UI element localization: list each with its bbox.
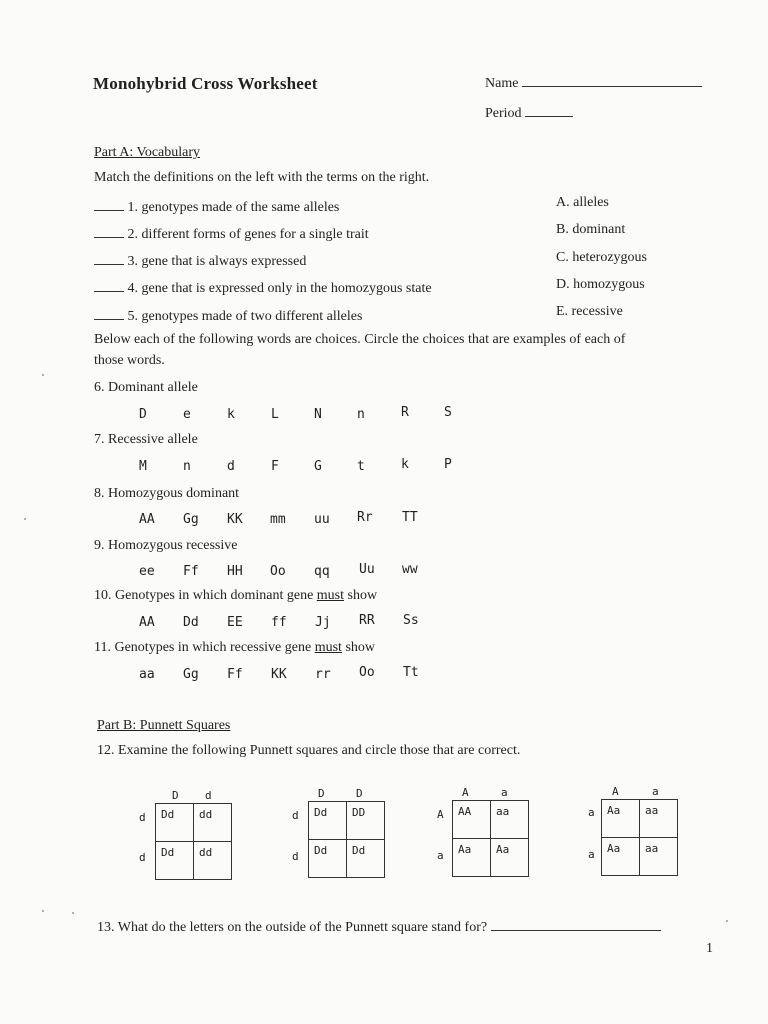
choice[interactable]: d (227, 459, 235, 474)
punnett-cell: Aa (491, 839, 529, 877)
choice[interactable]: Oo (270, 564, 286, 579)
choice[interactable]: G (314, 459, 322, 474)
punnett-cell: Dd (309, 840, 347, 878)
choice[interactable]: ff (271, 615, 287, 630)
definition-text: 3. gene that is always expressed (127, 254, 307, 269)
choice[interactable]: M (139, 459, 147, 474)
answer-blank[interactable] (94, 307, 124, 320)
choice[interactable]: AA (139, 615, 155, 630)
definition-text: 2. different forms of genes for a single trait (127, 227, 369, 242)
punnett-top-allele: A (612, 785, 619, 798)
punnett-cell: dd (194, 804, 232, 842)
punnett-side-allele: a (588, 806, 595, 819)
definition-text: 1. genotypes made of the same alleles (127, 200, 340, 215)
punnett-cell: aa (640, 838, 678, 876)
choice[interactable]: P (444, 457, 452, 472)
choice[interactable]: ee (139, 564, 155, 579)
choice[interactable]: k (227, 407, 235, 422)
choice[interactable]: Jj (315, 615, 331, 630)
question-13-label: 13. What do the letters on the outside of the Punnett square stand for? (97, 920, 488, 935)
period-field[interactable] (485, 104, 573, 122)
choice[interactable]: HH (227, 564, 243, 579)
punnett-top-allele: D (172, 789, 179, 802)
choice[interactable]: Ff (183, 564, 199, 579)
question-10-label: 10. Genotypes in which dominant gene must show (94, 588, 378, 603)
choice[interactable]: F (271, 459, 279, 474)
punnett-side-allele: d (139, 851, 146, 864)
choice[interactable]: Ss (403, 613, 419, 628)
choice[interactable]: L (271, 407, 279, 422)
punnett-side-allele: A (437, 808, 444, 821)
worksheet-title: Monohybrid Cross Worksheet (93, 74, 318, 93)
part-a-heading: Part A: Vocabulary (94, 145, 201, 160)
choice[interactable]: rr (315, 667, 331, 682)
choice[interactable]: qq (314, 564, 330, 579)
answer-blank[interactable] (491, 918, 661, 931)
choice[interactable]: R (401, 405, 409, 420)
punnett-side-allele: d (292, 809, 299, 822)
name-blank[interactable] (522, 74, 702, 87)
definition-text: 4. gene that is expressed only in the homozygous state (127, 281, 432, 296)
answer-blank[interactable] (94, 252, 124, 265)
question-8-label: 8. Homozygous dominant (94, 486, 240, 501)
answer-blank[interactable] (94, 225, 124, 238)
punnett-side-allele: a (437, 849, 444, 862)
choice[interactable]: Oo (359, 665, 375, 680)
choice[interactable]: Dd (183, 615, 199, 630)
punnett-cell: Dd (309, 802, 347, 840)
choice[interactable]: n (183, 459, 191, 474)
circle-instructions-1: Below each of the following words are choices. Circle the choices that are examples of each of (94, 332, 626, 347)
definition-row (94, 252, 306, 270)
question-11-label: 11. Genotypes in which recessive gene must show (94, 640, 375, 655)
punnett-cell: aa (491, 801, 529, 839)
term-e: E. recessive (556, 304, 623, 319)
term-b: B. dominant (556, 222, 626, 237)
choice[interactable]: N (314, 407, 322, 422)
part-a-instructions: Match the definitions on the left with the terms on the right. (94, 170, 430, 185)
definition-row (94, 307, 362, 325)
choice[interactable]: KK (271, 667, 287, 682)
punnett-square-2[interactable] (308, 801, 385, 878)
choice[interactable]: AA (139, 512, 155, 527)
choice[interactable]: Tt (403, 665, 419, 680)
choice[interactable]: Gg (183, 667, 199, 682)
punnett-cell: aa (640, 800, 678, 838)
question-12-label: 12. Examine the following Punnett squares and circle those that are correct. (97, 743, 521, 758)
choice[interactable]: Gg (183, 512, 199, 527)
page-number: 1 (706, 941, 713, 956)
punnett-cell: Dd (347, 840, 385, 878)
punnett-side-allele: d (292, 850, 299, 863)
punnett-side-allele: d (139, 811, 146, 824)
definition-row (94, 198, 339, 216)
period-label: Period (485, 106, 522, 121)
choice[interactable]: k (401, 457, 409, 472)
punnett-cell: DD (347, 802, 385, 840)
choice[interactable]: TT (402, 510, 418, 525)
punnett-cell: Dd (156, 804, 194, 842)
scan-speck (42, 374, 44, 376)
definition-text: 5. genotypes made of two different alleles (127, 309, 363, 324)
punnett-top-allele: d (205, 789, 212, 802)
scan-speck (72, 912, 74, 914)
punnett-square-3[interactable] (452, 800, 529, 877)
definition-row (94, 279, 432, 297)
punnett-top-allele: a (652, 785, 659, 798)
choice[interactable]: Ff (227, 667, 243, 682)
punnett-cell: dd (194, 842, 232, 880)
answer-blank[interactable] (94, 198, 124, 211)
choice[interactable]: uu (314, 512, 330, 527)
term-c: C. heterozygous (556, 250, 647, 265)
punnett-top-allele: A (462, 786, 469, 799)
choice[interactable]: mm (270, 512, 286, 527)
name-field[interactable] (485, 74, 702, 92)
choice[interactable]: KK (227, 512, 243, 527)
question-7-label: 7. Recessive allele (94, 432, 198, 447)
scan-speck (42, 910, 44, 912)
choice[interactable]: Rr (357, 510, 373, 525)
circle-instructions-2: those words. (94, 353, 165, 368)
punnett-square-4[interactable] (601, 799, 678, 876)
question-6-label: 6. Dominant allele (94, 380, 198, 395)
scan-speck (24, 518, 26, 520)
scan-speck (726, 920, 728, 922)
term-a: A. alleles (556, 195, 609, 210)
choice[interactable]: Uu (359, 562, 375, 577)
part-b-heading: Part B: Punnett Squares (97, 718, 231, 733)
period-blank[interactable] (525, 104, 573, 117)
answer-blank[interactable] (94, 279, 124, 292)
question-9-label: 9. Homozygous recessive (94, 538, 238, 553)
definition-row (94, 225, 369, 243)
punnett-cell: Aa (453, 839, 491, 877)
punnett-top-allele: D (356, 787, 363, 800)
choice[interactable]: RR (359, 613, 375, 628)
choice[interactable]: t (357, 459, 365, 474)
choice[interactable]: D (139, 407, 147, 422)
choice[interactable]: aa (139, 667, 155, 682)
punnett-cell: Aa (602, 838, 640, 876)
punnett-top-allele: a (501, 786, 508, 799)
punnett-cell: Aa (602, 800, 640, 838)
choice[interactable]: e (183, 407, 191, 422)
name-label: Name (485, 76, 519, 91)
punnett-square-1[interactable] (155, 803, 232, 880)
question-13-row (97, 918, 661, 936)
punnett-side-allele: a (588, 848, 595, 861)
choice[interactable]: EE (227, 615, 243, 630)
choice[interactable]: n (357, 407, 365, 422)
term-d: D. homozygous (556, 277, 645, 292)
punnett-cell: AA (453, 801, 491, 839)
punnett-top-allele: D (318, 787, 325, 800)
choice[interactable]: ww (402, 562, 418, 577)
punnett-cell: Dd (156, 842, 194, 880)
choice[interactable]: S (444, 405, 452, 420)
